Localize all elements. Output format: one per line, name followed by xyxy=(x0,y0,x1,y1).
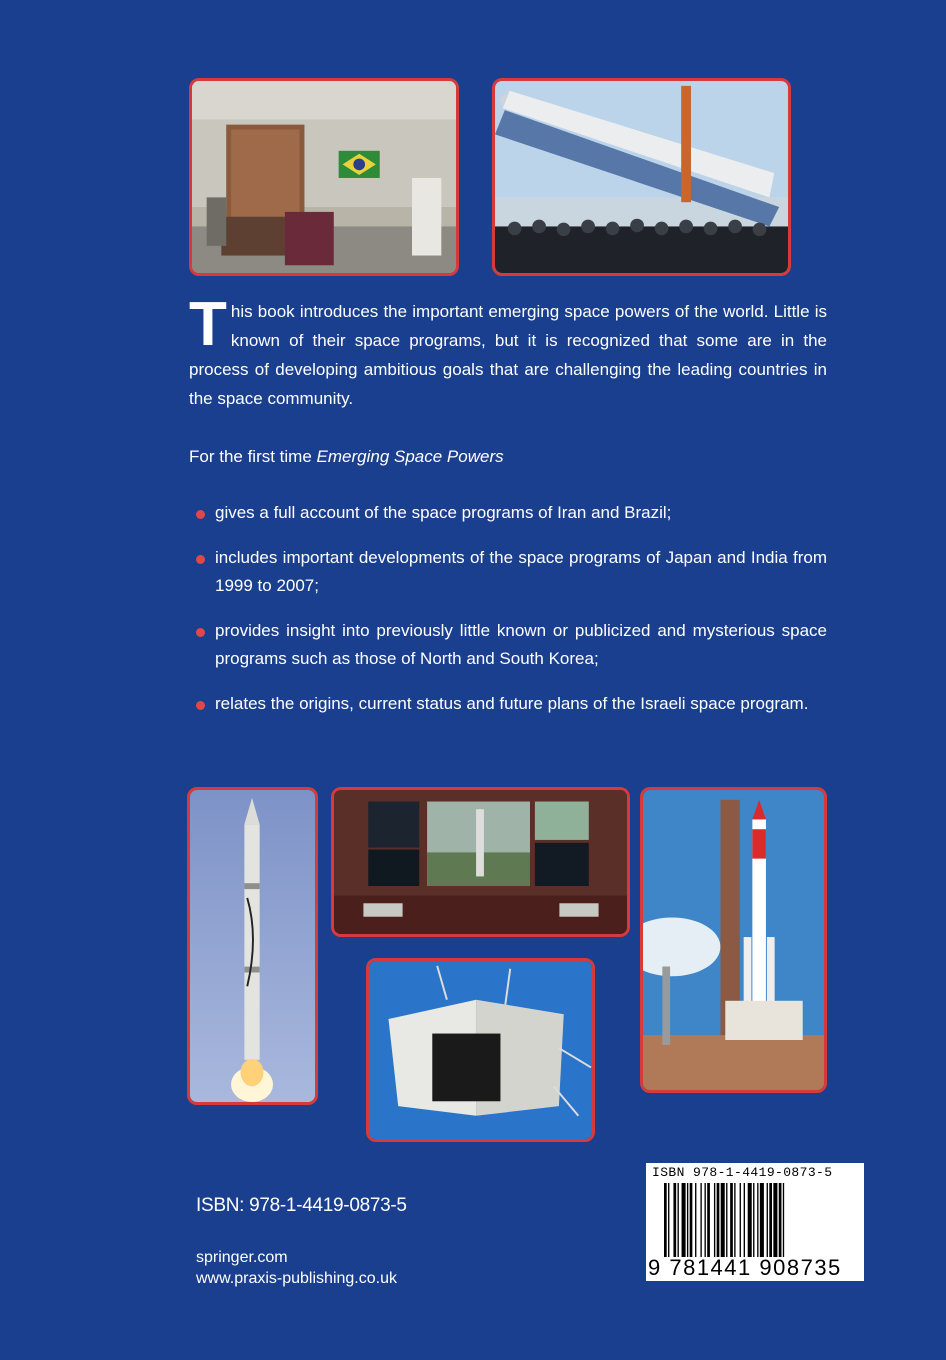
list-item: includes important developments of the space programs of Japan and India from 1999 to 2007; xyxy=(189,544,827,600)
bullet-icon xyxy=(196,628,205,637)
photo-control-room xyxy=(331,787,630,937)
feature-list xyxy=(189,499,827,735)
intro-text: his book introduces the important emerging space powers of the world. Little is known of their space programs, but it is recognized that some are in the process of developing ambitious goals that are challenging the leading countries in the space community. xyxy=(189,302,827,408)
intro-paragraph xyxy=(189,290,827,413)
barcode-bars-icon xyxy=(664,1183,854,1259)
photo-satellite-cleanroom xyxy=(189,78,459,276)
photo-rocket-launch-tower xyxy=(640,787,827,1093)
isbn-label: ISBN: 978-1-4419-0873-5 xyxy=(196,1195,407,1216)
first-time-prefix: For the first time xyxy=(189,447,317,466)
list-item: gives a full account of the space programs of Iran and Brazil; xyxy=(189,499,827,527)
list-item: relates the origins, current status and future plans of the Israeli space program. xyxy=(189,690,827,718)
publisher-websites xyxy=(196,1247,397,1289)
barcode-digits: 9 781441 908735 xyxy=(648,1257,862,1279)
photo-rocket-liftoff xyxy=(187,787,318,1105)
first-time-line xyxy=(189,443,504,471)
list-item: provides insight into previously little known or publicized and mysterious space programs such as those of North and South Korea; xyxy=(189,617,827,673)
barcode xyxy=(646,1163,864,1281)
photo-small-satellite xyxy=(366,958,595,1142)
website-link[interactable]: springer.com xyxy=(196,1249,288,1266)
bullet-icon xyxy=(196,510,205,519)
website-link[interactable]: www.praxis-publishing.co.uk xyxy=(196,1270,397,1287)
bullet-icon xyxy=(196,701,205,710)
barcode-isbn-text: ISBN 978-1-4419-0873-5 xyxy=(652,1165,833,1180)
photo-rocket-launcher-crowd xyxy=(492,78,791,276)
drop-cap: T xyxy=(189,290,227,359)
book-title: Emerging Space Powers xyxy=(316,447,504,466)
bullet-icon xyxy=(196,555,205,564)
